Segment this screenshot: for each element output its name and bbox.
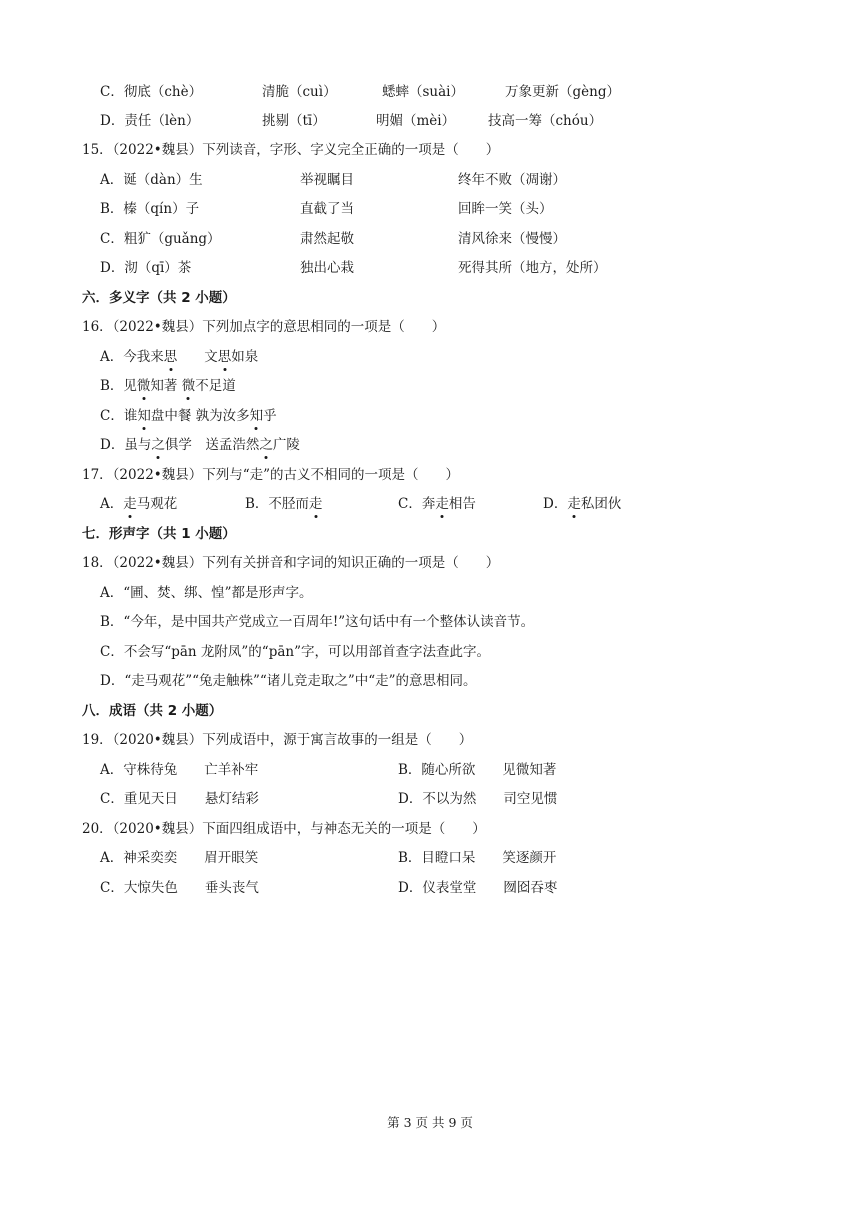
q15-a-1: A．诞（dàn）生: [100, 172, 203, 188]
dotted-char: 走: [309, 493, 323, 515]
q14-d-2: 挑剔（tī）: [262, 113, 326, 129]
q19-option-d: D．不以为然 司空见惯: [398, 791, 558, 807]
dotted-char: 思: [218, 346, 232, 368]
dotted-char: 走: [567, 493, 581, 515]
q17-option-a: A．走马观花: [100, 493, 177, 515]
q17-option-c: C．奔走相告: [398, 493, 476, 515]
q15-d-3: 死得其所（地方，处所）: [458, 260, 607, 276]
dotted-char: 走: [123, 493, 137, 515]
q14-c-2: 清脆（cuì）: [262, 84, 337, 100]
q15-stem: 15．（2022•魏县）下列读音，字形、字义完全正确的一项是（ ）: [82, 142, 500, 158]
q14-d-4: 技高一筹（chóu）: [488, 113, 603, 129]
q17-option-d: D．走私团伙: [543, 493, 621, 515]
dotted-char: 走: [435, 493, 449, 515]
q18-stem: 18．（2022•魏县）下列有关拼音和字词的知识正确的一项是（ ）: [82, 555, 500, 571]
q15-b-1: B．榛（qín）子: [100, 201, 200, 217]
q17-stem: 17．（2022•魏县）下列与“走”的古义不相同的一项是（ ）: [82, 467, 460, 483]
q15-d-2: 独出心栽: [300, 260, 354, 276]
dotted-char: 知: [250, 405, 264, 427]
q15-c-1: C．粗犷（guǎng）: [100, 231, 221, 247]
dotted-char: 之: [259, 434, 273, 456]
q20-option-a: A．神采奕奕 眉开眼笑: [100, 850, 259, 866]
section-8-heading: 八．成语（共 2 小题）: [82, 703, 223, 719]
q20-stem: 20．（2020•魏县）下面四组成语中，与神态无关的一项是（ ）: [82, 821, 486, 837]
q14-c-3: 蟋蟀（suài）: [382, 84, 464, 100]
q19-option-a: A．守株待兔 亡羊补牢: [100, 762, 259, 778]
section-7-heading: 七．形声字（共 1 小题）: [82, 526, 236, 542]
q19-option-b: B．随心所欲 见微知著: [398, 762, 557, 778]
q15-c-2: 肃然起敬: [300, 231, 354, 247]
dotted-char: 思: [164, 346, 178, 368]
q15-d-1: D．沏（qī）茶: [100, 260, 192, 276]
q20-option-d: D．仪表堂堂 囫囵吞枣: [398, 880, 558, 896]
q14-c-4: 万象更新（gèng）: [505, 84, 620, 100]
exam-page: C．彻底（chè） 清脆（cuì） 蟋蟀（suài） 万象更新（gèng） D．责任（lèn） 挑剔（tī） 明媚（mèi） 技高一筹（chóu） 15．（2022•魏县）下列读音，字形、字义完全正确的一项是（ ） A．诞（dàn）生 举视瞩目 终年不败（凋谢） B．榛（qín）子 直截了当 回眸一笑（头） C．粗犷（guǎng） 肃然起敬 清风徐来（慢慢） D．沏（qī）茶 独出心栽 死得其所（地方，处所） 六．多义字（共 2 小题） 16．（2022•魏县）下列加点字的意思相同的一项是（ ） A．今我来思 文思如泉 B．见微知著 微不足道 C．谁知盘中餐 孰为汝多知乎 D．虽与之俱学 送孟浩然之广陵 17．（2022•魏县）下列与“走”的古义不相同的一项是（ ） A．走马观花 B．不胫而走 C．奔走相告 D．走私团伙 七．形声字（共 1 小题） 18．（2022•魏县）下列有关拼音和字词的知识正确的一项是（ ） A．“圃、焚、绑、惶”都是形声字。 B．“今年，是中国共产党成立一百周年!”这句话中有一个整体认读音节。 C．不会写“pān 龙附凤”的“pān”字，可以用部首查字法查此字。 D．“走马观花”“兔走触株”“诸儿竞走取之”中“走”的意思相同。 八．成语（共 2 小题） 19．（2020•魏县）下列成语中，源于寓言故事的一组是（ ） A．守株待兔 亡羊补牢 B．随心所欲 见微知著 C．重见天日 悬灯结彩 D．不以为然 司空见惯 20．（2020•魏县）下面四组成语中，与神态无关的一项是（ ） A．神采奕奕 眉开眼笑 B．目瞪口呆 笑逐颜开 C．大惊失色 垂头丧气 D．仪表堂堂 囫囵吞枣 第 3 页 共 9 页: [0, 0, 860, 1216]
dotted-char: 微: [182, 375, 196, 397]
q20-option-b: B．目瞪口呆 笑逐颜开: [398, 850, 557, 866]
page-footer: 第 3 页 共 9 页: [387, 1115, 473, 1130]
q14-d-1: D．责任（lèn）: [100, 113, 200, 129]
q20-option-c: C．大惊失色 垂头丧气: [100, 880, 259, 896]
q15-a-2: 举视瞩目: [300, 172, 354, 188]
dotted-char: 微: [137, 375, 151, 397]
q16-stem: 16．（2022•魏县）下列加点字的意思相同的一项是（ ）: [82, 319, 446, 335]
dotted-char: 知: [137, 405, 151, 427]
q15-b-2: 直截了当: [300, 201, 354, 217]
q19-stem: 19．（2020•魏县）下列成语中，源于寓言故事的一组是（ ）: [82, 732, 473, 748]
q15-c-3: 清风徐来（慢慢）: [458, 231, 566, 247]
q19-option-c: C．重见天日 悬灯结彩: [100, 791, 259, 807]
q14-c-1: C．彻底（chè）: [100, 84, 203, 100]
dotted-char: 之: [151, 434, 165, 456]
q17-option-b: B．不胫而走: [245, 493, 322, 515]
section-6-heading: 六．多义字（共 2 小题）: [82, 290, 236, 306]
q15-b-3: 回眸一笑（头）: [458, 201, 553, 217]
q14-d-3: 明媚（mèi）: [376, 113, 456, 129]
q15-a-3: 终年不败（凋谢）: [458, 172, 566, 188]
